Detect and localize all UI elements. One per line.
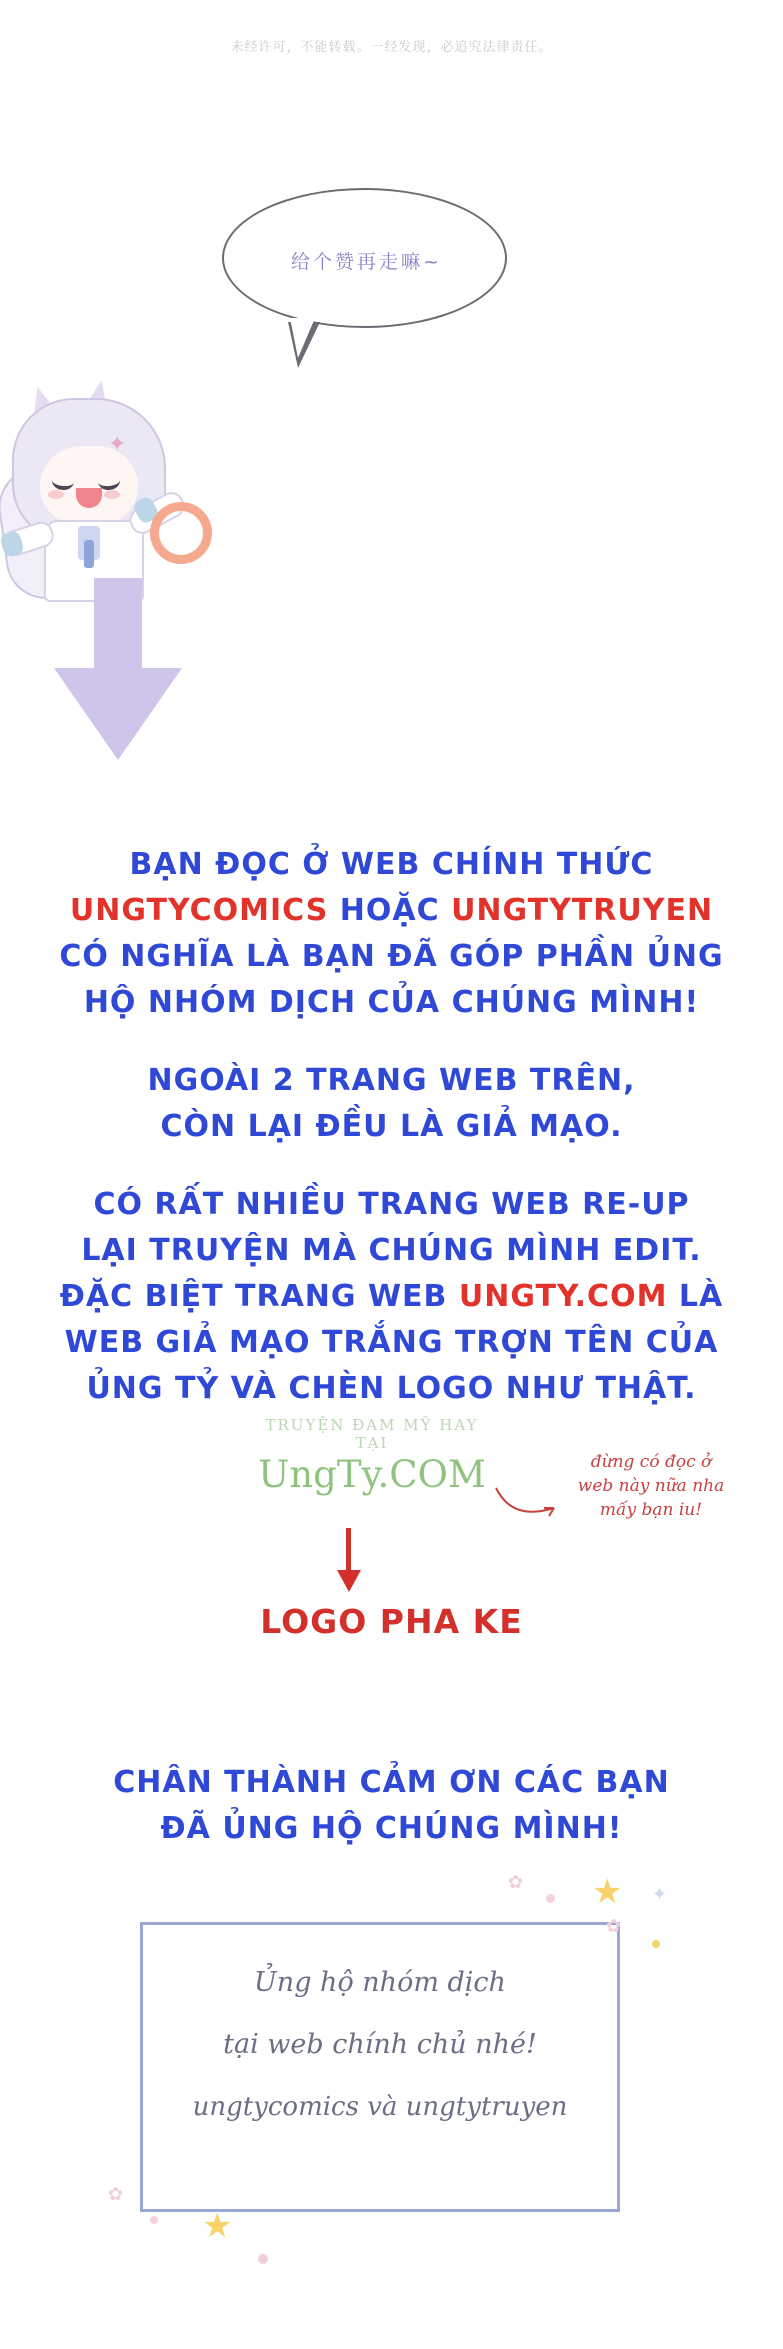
announcement-line: LẠI TRUYỆN MÀ CHÚNG MÌNH EDIT. — [81, 1233, 702, 1268]
announcement-block-1 — [0, 842, 783, 1026]
chibi-tie — [84, 540, 94, 568]
support-card-line: Ủng hộ nhóm dịch — [254, 1967, 506, 1998]
star-icon: ✦ — [108, 432, 127, 457]
arrow-down-icon — [54, 578, 184, 760]
chibi-blush-left — [48, 490, 64, 499]
sparkle-icon: ✿ — [606, 1916, 622, 1937]
announcement-block-2 — [0, 1058, 783, 1150]
speech-bubble-tail-fill — [290, 318, 315, 358]
announcement-block-3 — [0, 1182, 783, 1412]
thanks-line: ĐÃ ỦNG HỘ CHÚNG MÌNH! — [160, 1811, 623, 1846]
copyright-notice: 未经许可，不能转载。一经发现，必追究法律责任。 — [230, 40, 553, 55]
announcement-text — [0, 842, 783, 1412]
conjunction: HOẶC — [328, 893, 452, 928]
chibi-mascot — [0, 380, 210, 600]
announcement-line: CÒN LẠI ĐỀU LÀ GIẢ MẠO. — [160, 1109, 623, 1144]
fake-logo-label: LOGO PHA KE — [260, 1602, 523, 1641]
sparkle-icon: ✦ — [652, 1884, 668, 1905]
announcement-line: CÓ RẤT NHIỀU TRANG WEB RE-UP — [93, 1187, 690, 1222]
speech-bubble-text: 给个赞再走嘛~ — [291, 250, 442, 273]
thanks-line: CHÂN THÀNH CẢM ƠN CÁC BẠN — [113, 1765, 670, 1800]
site-name-ungtycomics: UNGTYCOMICS — [69, 893, 329, 928]
arrow-head — [54, 668, 182, 760]
fake-logo-subtitle: TRUYỆN ĐAM MỸ HAY TẠI — [265, 1416, 479, 1452]
curved-arrow-icon — [494, 1482, 564, 1522]
announcement-line: ỦNG TỶ VÀ CHÈN LOGO NHƯ THẬT. — [86, 1371, 697, 1406]
dot-icon — [258, 2254, 268, 2264]
announcement-line: BẠN ĐỌC Ở WEB CHÍNH THỨC — [129, 847, 654, 882]
ring-icon — [150, 502, 212, 564]
dot-icon — [150, 2216, 158, 2224]
red-note-line: đừng có đọc ở — [590, 1452, 712, 1472]
announcement-line-pre: ĐẶC BIỆT TRANG WEB — [59, 1279, 459, 1314]
fake-logo-sample — [258, 1416, 486, 1496]
sparkle-icon: ✿ — [508, 1872, 524, 1893]
red-note-line: mấy bạn iu! — [599, 1500, 703, 1520]
star-icon: ★ — [592, 1872, 623, 1912]
dot-icon — [652, 1940, 660, 1948]
sparkle-icon: ✿ — [108, 2184, 124, 2205]
announcement-line — [0, 888, 783, 934]
chibi-blush-right — [104, 490, 120, 499]
announcement-line: NGOÀI 2 TRANG WEB TRÊN, — [147, 1063, 636, 1098]
support-card-text — [140, 1952, 620, 2138]
fake-logo-title: UngTy.COM — [258, 1453, 486, 1496]
red-note-line: web này nữa nha — [577, 1476, 725, 1496]
arrow-shaft — [94, 578, 142, 674]
speech-bubble — [222, 188, 507, 328]
support-card-line: ungtycomics và ungtytruyen — [192, 2092, 568, 2122]
star-icon: ★ — [202, 2206, 233, 2246]
fake-site-name: UNGTY.COM — [458, 1279, 668, 1314]
announcement-line: HỘ NHÓM DỊCH CỦA CHÚNG MÌNH! — [83, 985, 700, 1020]
announcement-line: CÓ NGHĨA LÀ BẠN ĐÃ GÓP PHẦN ỦNG — [59, 939, 724, 974]
dot-icon — [546, 1894, 555, 1903]
support-card-line: tại web chính chủ nhé! — [223, 2029, 537, 2060]
arrow-down-red-icon — [337, 1528, 361, 1592]
announcement-line: WEB GIẢ MẠO TRẮNG TRỢN TÊN CỦA — [64, 1325, 719, 1360]
thanks-text — [0, 1760, 783, 1852]
arrow-head — [337, 1570, 361, 1592]
announcement-line-post: LÀ — [667, 1279, 724, 1314]
site-name-ungtytruyen: UNGTYTRUYEN — [451, 893, 714, 928]
arrow-shaft — [346, 1528, 351, 1574]
red-handwritten-note — [556, 1450, 746, 1522]
announcement-line — [0, 1274, 783, 1320]
